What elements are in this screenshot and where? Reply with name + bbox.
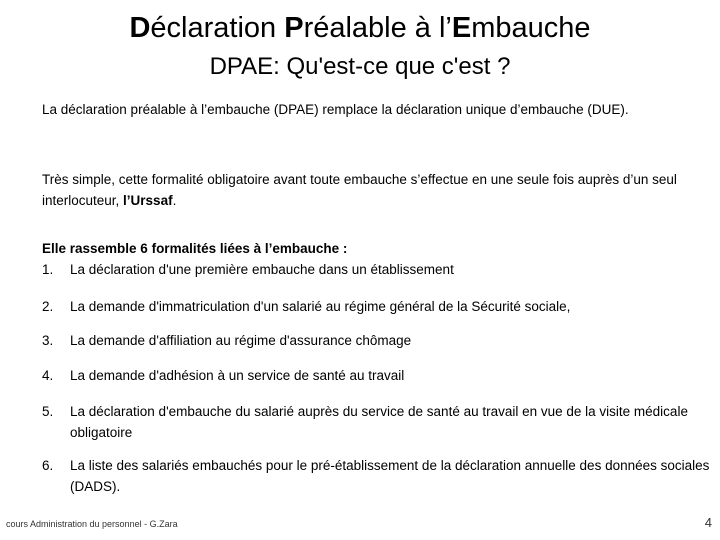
title-initial-e: E [451,12,472,44]
list-item [42,330,712,351]
slide-title [0,8,720,48]
list-item-number: 1. [42,262,54,277]
list-item-text: La déclaration d'une première embauche dans un établissement [70,262,454,277]
page-number: 4 [704,515,712,530]
title-part-1: éclaration [150,12,285,44]
urssaf-paragraph-text: Très simple, cette formalité obligatoire avant toute embauche s’effectue en une seule fois auprès d’un seul interlocuteur, [42,172,677,208]
slide-subtitle: DPAE: Qu'est-ce que c'est ? [209,53,511,80]
list-item-text: La déclaration d'embauche du salarié auprès du service de santé au travail en vue de la visite médicale obligatoire [70,404,688,440]
urssaf-paragraph [42,169,712,211]
list-item [42,296,712,317]
list-item-number: 5. [42,404,54,419]
urssaf-paragraph-end: . [172,193,177,208]
list-item-number: 6. [42,458,54,473]
list-item [42,401,712,443]
title-part-3: mbauche [471,12,591,44]
list-item-number: 2. [42,299,54,314]
urssaf-emphasis: l’Urssaf [123,193,173,208]
list-item-number: 4. [42,368,54,383]
list-item [42,455,712,497]
slide-footer: cours Administration du personnel - G.Zara [6,519,178,529]
list-item [42,259,712,280]
title-initial-d: D [129,12,151,44]
formalities-heading: Elle rassemble 6 formalités liées à l’embauche : [42,241,348,256]
intro-paragraph: La déclaration préalable à l’embauche (DPAE) remplace la déclaration unique d’embauche (DUE). [42,102,629,117]
list-item-text: La demande d'adhésion à un service de santé au travail [70,368,405,383]
list-item-number: 3. [42,333,54,348]
list-item-text: La demande d'immatriculation d'un salarié au régime général de la Sécurité sociale, [70,299,571,314]
list-item-text: La demande d'affiliation au régime d'assurance chômage [70,333,412,348]
title-part-2: réalable à l’ [303,12,452,44]
list-item-text: La liste des salariés embauchés pour le pré-établissement de la déclaration annuelle des données sociales (DADS). [70,458,710,494]
title-initial-p: P [284,12,304,44]
list-item [42,365,712,386]
